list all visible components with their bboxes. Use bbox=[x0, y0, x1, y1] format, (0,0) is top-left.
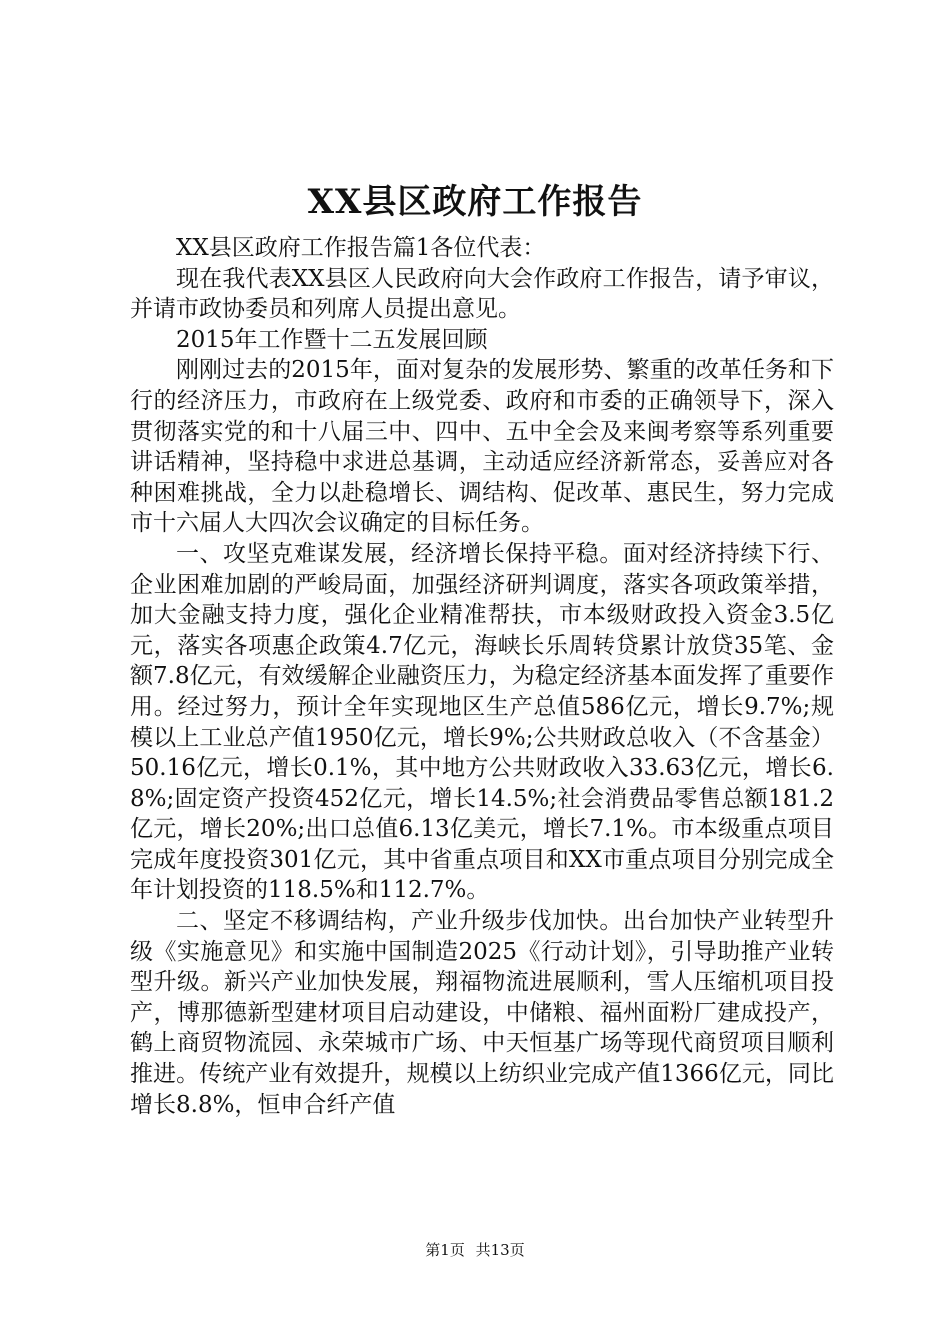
paragraph-salutation: XX县区政府工作报告篇1各位代表： bbox=[176, 235, 546, 261]
page-footer bbox=[0, 1240, 950, 1260]
paragraph-section-heading: 2015年工作暨十二五发展回顾 bbox=[176, 326, 488, 353]
paragraph-structure: 二、坚定不移调结构，产业升级步伐加快。出台加快产业转型升级《实施意见》和实施中国制造2025《行动计划》，引导助推产业转型升级。新兴产业加快发展，翔福物流进展顺利，雪人压缩机项目投产，博那德新型建材项目启动建设，中储粮、福州面粉厂建成投产，鹤上商贸物流园、永荣城市广场、中天恒基广场等现代商贸项目顺利推进。传统产业有效提升，规模以上纺织业完成产值1366亿元，同比增长8.8%，恒申合纤产值 bbox=[130, 908, 834, 1118]
page-total: 共13页 bbox=[475, 1241, 525, 1259]
page-number: 第1页 bbox=[425, 1241, 465, 1259]
paragraph-intro: 现在我代表XX县区人民政府向大会作政府工作报告，请予审议，并请市政协委员和列席人员提出意见。 bbox=[130, 265, 834, 323]
page-title: XX县区政府工作报告 bbox=[307, 182, 643, 222]
paragraph-economy: 一、攻坚克难谋发展，经济增长保持平稳。面对经济持续下行、企业困难加剧的严峻局面，加强经济研判调度，落实各项政策举措，加大金融支持力度，强化企业精准帮扶，市本级财政投入资金3.5亿元，落实各项惠企政策4.7亿元，海峡长乐周转贷累计放贷35笔、金额7.8亿元，有效缓解企业融资压力，为稳定经济基本面发挥了重要作用。经过努力，预计全年实现地区生产总值586亿元，增长9.7%;规模以上工业总产值1950亿元，增长9%;公共财政总收入（不含基金）50.16亿元，增长0.1%，其中地方公共财政收入33.63亿元，增长6.8%;固定资产投资452亿元，增长14.5%;社会消费品零售总额181.2亿元，增长20%;出口总值6.13亿美元，增长7.1%。市本级重点项目完成年度投资301亿元，其中省重点项目和XX市重点项目分别完成全年计划投资的118.5%和112.7%。 bbox=[130, 540, 834, 904]
document-body bbox=[130, 233, 834, 1120]
paragraph-review: 刚刚过去的2015年，面对复杂的发展形势、繁重的改革任务和下行的经济压力，市政府在上级党委、政府和市委的正确领导下，深入贯彻落实党的和十八届三中、四中、五中全会及来闽考察等系列重要讲话精神，坚持稳中求进总基调，主动适应经济新常态，妥善应对各种困难挑战，全力以赴稳增长、调结构、促改革、惠民生，努力完成市十六届人大四次会议确定的目标任务。 bbox=[130, 357, 834, 537]
